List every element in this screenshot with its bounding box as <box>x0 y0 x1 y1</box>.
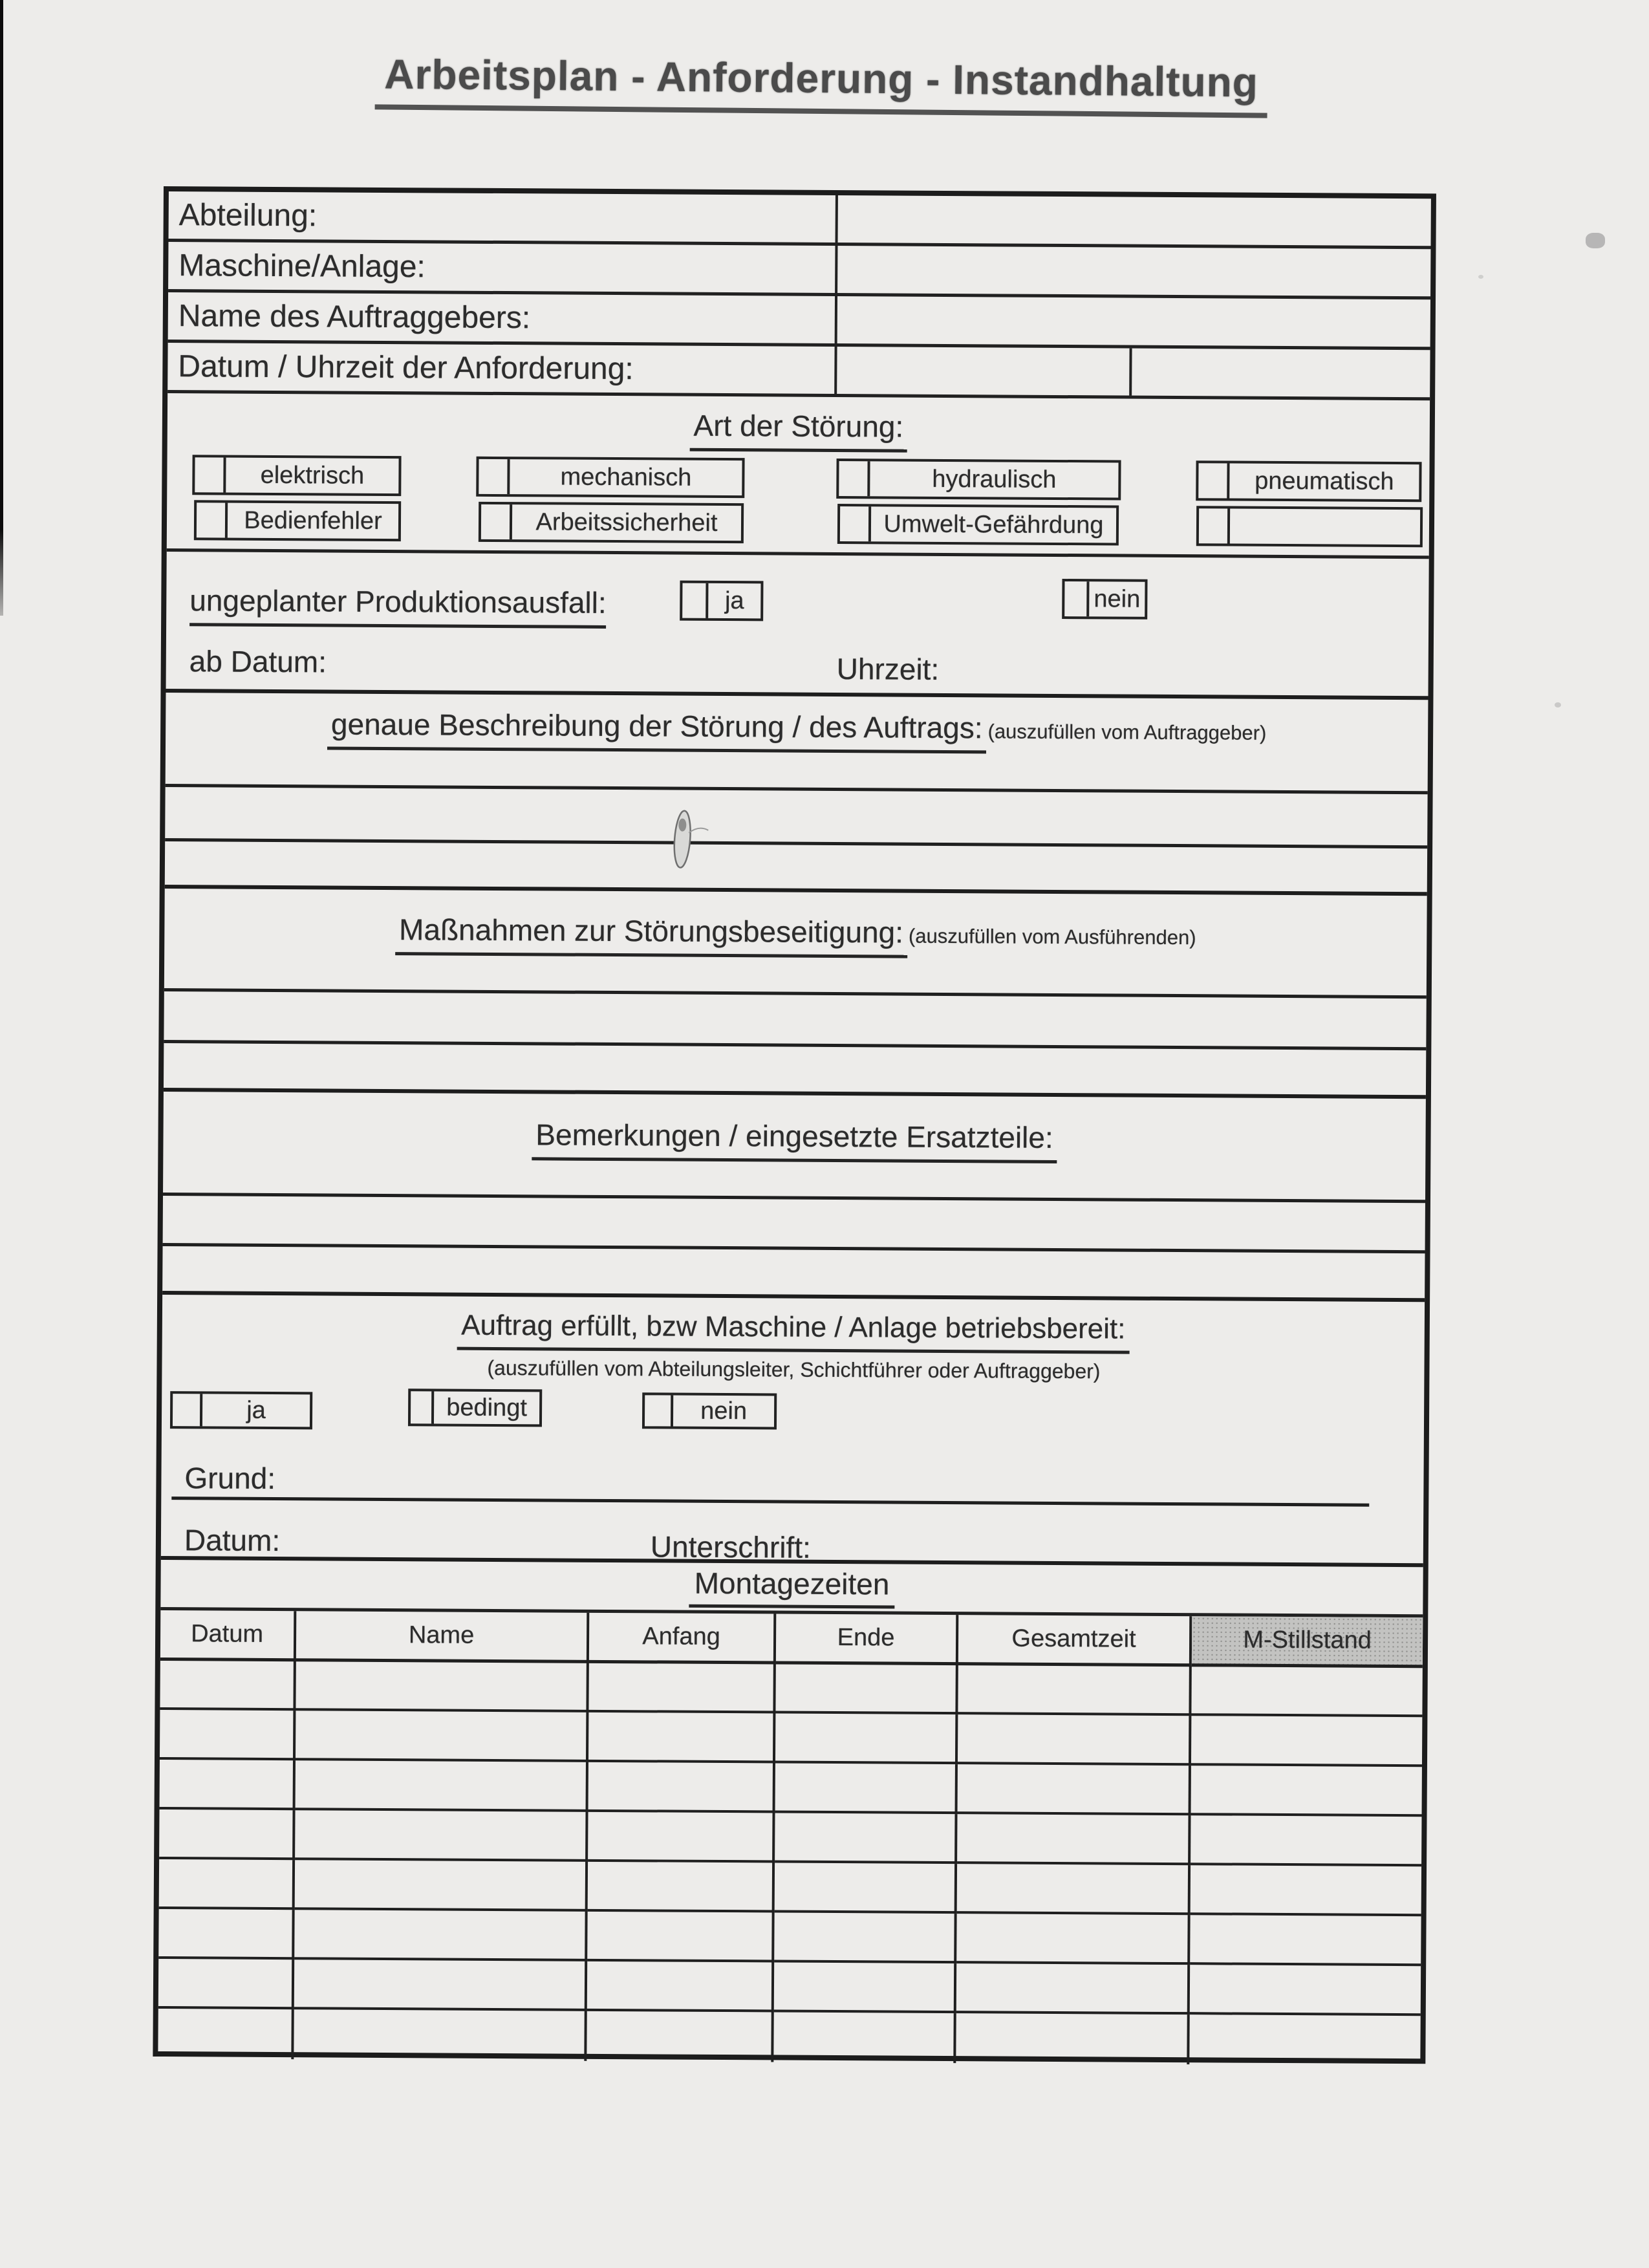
field-row-abteilung <box>169 191 1431 249</box>
montage-cell[interactable] <box>958 1714 1191 1766</box>
montage-cell[interactable] <box>159 1809 295 1860</box>
montage-cell[interactable] <box>775 1663 958 1714</box>
montage-cell[interactable] <box>587 2011 773 2062</box>
checkbox-label: Arbeitssicherheit <box>535 508 718 537</box>
completion-date-label: Datum: <box>184 1523 281 1558</box>
montage-cell[interactable] <box>775 1863 957 1914</box>
montage-cell[interactable] <box>588 1762 775 1813</box>
montage-cell[interactable] <box>1189 2014 1420 2066</box>
assembly-times-table <box>158 1610 1423 2069</box>
completion-date-input-area[interactable] <box>297 1523 620 1561</box>
checkbox-umwelt-gefaehrdung[interactable] <box>837 504 1119 546</box>
scan-speck <box>1586 233 1605 248</box>
production-loss-label: ungeplanter Produktionsausfall: <box>189 583 607 629</box>
scan-speck <box>1555 702 1561 707</box>
auftraggeber-input-area[interactable] <box>837 296 1430 347</box>
montage-cell[interactable] <box>956 2013 1189 2064</box>
montage-cell[interactable] <box>160 1660 296 1711</box>
maschine-input-area[interactable] <box>837 246 1430 296</box>
checkbox-square[interactable] <box>840 506 871 541</box>
fault-type-section <box>167 393 1430 559</box>
checkbox-label: pneumatisch <box>1255 467 1394 495</box>
checkbox-bedienfehler[interactable] <box>194 500 401 541</box>
montage-cell[interactable] <box>957 1864 1191 1915</box>
montage-cell[interactable] <box>958 1665 1191 1716</box>
signature-input-area[interactable] <box>827 1526 1344 1566</box>
measures-note: (auszufüllen vom Ausführenden) <box>908 924 1196 949</box>
time-label: Uhrzeit: <box>836 652 940 686</box>
checkbox-square[interactable] <box>197 502 228 537</box>
montage-cell[interactable] <box>160 1710 296 1760</box>
montage-cell[interactable] <box>1190 1915 1421 1966</box>
montage-cell[interactable] <box>958 1764 1191 1815</box>
montage-cell[interactable] <box>158 1959 294 2009</box>
fault-type-heading: Art der Störung: <box>689 408 907 453</box>
scan-speck <box>1478 275 1483 279</box>
remarks-section <box>162 1092 1426 1302</box>
checkbox-square[interactable] <box>1198 463 1229 498</box>
checkbox-square[interactable] <box>839 461 870 496</box>
description-section <box>165 693 1428 896</box>
montage-cell[interactable] <box>159 1859 295 1910</box>
measures-heading: Maßnahmen zur Störungsbeseitigung: <box>395 912 907 958</box>
montage-cell[interactable] <box>295 1810 588 1862</box>
production-loss-section <box>166 552 1428 700</box>
montage-cell[interactable] <box>296 1760 588 1812</box>
montage-cell[interactable] <box>1191 1815 1421 1866</box>
column-header-gesamtzeit: Gesamtzeit <box>958 1615 1192 1667</box>
field-row-auftraggeber <box>168 292 1430 350</box>
form-title-text: Arbeitsplan - Anforderung - Instandhaltung <box>375 50 1267 118</box>
checkbox-ausfall-nein[interactable] <box>1062 579 1147 620</box>
column-header-anfang: Anfang <box>589 1613 776 1665</box>
reason-label: Grund: <box>184 1461 276 1496</box>
montage-cell[interactable] <box>774 1912 956 1963</box>
checkbox-ausfall-ja[interactable] <box>680 581 763 621</box>
column-header-name: Name <box>296 1611 589 1663</box>
checkbox-elektrisch[interactable] <box>192 455 401 496</box>
checkbox-label: bedingt <box>446 1394 528 1421</box>
ink-blot-artifact <box>664 805 710 873</box>
montage-cell[interactable] <box>588 1812 775 1863</box>
montage-cell[interactable] <box>1190 1965 1421 2016</box>
checkbox-label: Umwelt-Gefährdung <box>883 510 1104 539</box>
writing-line[interactable] <box>163 1243 1425 1253</box>
montage-cell[interactable] <box>296 1661 588 1712</box>
checkbox-label <box>1230 509 1420 545</box>
montage-cell[interactable] <box>587 1912 774 1963</box>
checkbox-label: ja <box>724 587 744 614</box>
checkbox-erfuellt-bedingt[interactable] <box>408 1388 542 1427</box>
measures-section <box>164 889 1427 1099</box>
checkbox-pneumatisch[interactable] <box>1196 460 1421 502</box>
remarks-heading: Bemerkungen / eingesetzte Ersatzteile: <box>532 1117 1057 1163</box>
scan-edge-artifact <box>0 0 3 616</box>
auftraggeber-label: Name des Auftraggebers: <box>168 292 837 343</box>
montage-cell[interactable] <box>775 1813 957 1864</box>
abteilung-input-area[interactable] <box>838 195 1431 246</box>
datum-uhrzeit-label: Datum / Uhrzeit der Anforderung: <box>167 343 837 394</box>
montage-cell[interactable] <box>773 2012 956 2063</box>
montage-cell[interactable] <box>296 1711 588 1762</box>
completion-heading: Auftrag erfüllt, bzw Maschine / Anlage betriebsbereit: <box>457 1310 1130 1354</box>
maintenance-request-form <box>153 186 1436 2064</box>
column-header-m-stillstand: M-Stillstand <box>1192 1616 1423 1668</box>
signature-label: Unterschrift: <box>650 1529 811 1564</box>
montage-cell[interactable] <box>588 1663 775 1714</box>
checkbox-label: mechanisch <box>560 463 692 491</box>
montage-cell[interactable] <box>774 1962 956 2013</box>
abteilung-label: Abteilung: <box>169 191 838 243</box>
assembly-times-header <box>160 1560 1423 1617</box>
checkbox-square[interactable] <box>195 457 226 492</box>
reason-writing-line[interactable] <box>171 1496 1369 1507</box>
description-note: (auszufüllen vom Auftraggeber) <box>987 720 1267 744</box>
montage-cell[interactable] <box>294 1910 587 1961</box>
montage-cell[interactable] <box>295 1860 588 1912</box>
checkbox-square[interactable] <box>479 459 510 494</box>
writing-line[interactable] <box>166 784 1428 794</box>
completion-section <box>161 1295 1425 1567</box>
checkbox-label: ja <box>246 1396 266 1424</box>
montage-cell[interactable] <box>775 1763 958 1814</box>
montage-cell[interactable] <box>588 1862 775 1913</box>
montage-cell[interactable] <box>158 2009 294 2059</box>
header-fields <box>167 191 1431 400</box>
montage-cell[interactable] <box>1191 1865 1421 1916</box>
completion-note: (auszufüllen vom Abteilungsleiter, Schichtführer oder Auftraggeber) <box>487 1355 1101 1383</box>
checkbox-erfuellt-ja[interactable] <box>170 1391 312 1429</box>
montage-cell[interactable] <box>294 2009 587 2061</box>
anforderung-uhrzeit-input-area[interactable] <box>1132 349 1430 398</box>
montage-cell[interactable] <box>587 1961 774 2013</box>
description-heading: genaue Beschreibung der Störung / des Auftrags: <box>327 706 987 753</box>
montage-cell[interactable] <box>956 1914 1190 1965</box>
checkbox-square[interactable] <box>173 1394 202 1426</box>
field-row-datum-uhrzeit <box>167 343 1430 400</box>
montage-cell[interactable] <box>1191 1766 1422 1817</box>
checkbox-square[interactable] <box>645 1395 673 1426</box>
form-title <box>278 49 1365 119</box>
checkbox-square[interactable] <box>1199 508 1230 543</box>
checkbox-label: elektrisch <box>260 461 365 490</box>
checkbox-label: hydraulisch <box>932 465 1057 493</box>
montage-cell[interactable] <box>775 1713 958 1764</box>
checkbox-hydraulisch[interactable] <box>836 459 1121 501</box>
checkbox-square[interactable] <box>481 504 512 539</box>
checkbox-mechanisch[interactable] <box>476 457 744 498</box>
montage-cell[interactable] <box>956 1963 1190 2014</box>
montage-cell[interactable] <box>588 1712 775 1764</box>
montage-cell[interactable] <box>294 1960 587 2011</box>
montage-cell[interactable] <box>1191 1716 1422 1767</box>
writing-line[interactable] <box>165 838 1427 848</box>
from-date-input-area[interactable] <box>334 645 787 686</box>
checkbox-other-blank[interactable] <box>1196 506 1423 547</box>
checkbox-square[interactable] <box>682 583 708 618</box>
from-date-label: ab Datum: <box>189 644 327 679</box>
maschine-label: Maschine/Anlage: <box>168 242 837 293</box>
checkbox-square[interactable] <box>1064 581 1089 616</box>
checkbox-label: Bedienfehler <box>244 506 382 535</box>
montage-cell[interactable] <box>957 1814 1191 1865</box>
checkbox-arbeitssicherheit[interactable] <box>479 502 744 543</box>
assembly-times-heading: Montagezeiten <box>689 1566 894 1609</box>
writing-line[interactable] <box>164 988 1427 999</box>
column-header-ende: Ende <box>776 1614 958 1665</box>
writing-line[interactable] <box>163 1193 1425 1203</box>
checkbox-erfuellt-nein[interactable] <box>642 1392 777 1429</box>
field-row-maschine <box>168 242 1430 299</box>
writing-line[interactable] <box>164 1040 1426 1050</box>
column-header-datum: Datum <box>160 1610 296 1661</box>
montage-cell[interactable] <box>1191 1666 1422 1717</box>
checkbox-square[interactable] <box>411 1391 434 1423</box>
checkbox-label: nein <box>1094 585 1141 613</box>
montage-cell[interactable] <box>160 1760 296 1810</box>
time-input-area[interactable] <box>968 652 1356 690</box>
checkbox-label: nein <box>700 1397 748 1425</box>
anforderung-datum-input-area[interactable] <box>837 347 1132 396</box>
montage-cell[interactable] <box>158 1909 294 1960</box>
